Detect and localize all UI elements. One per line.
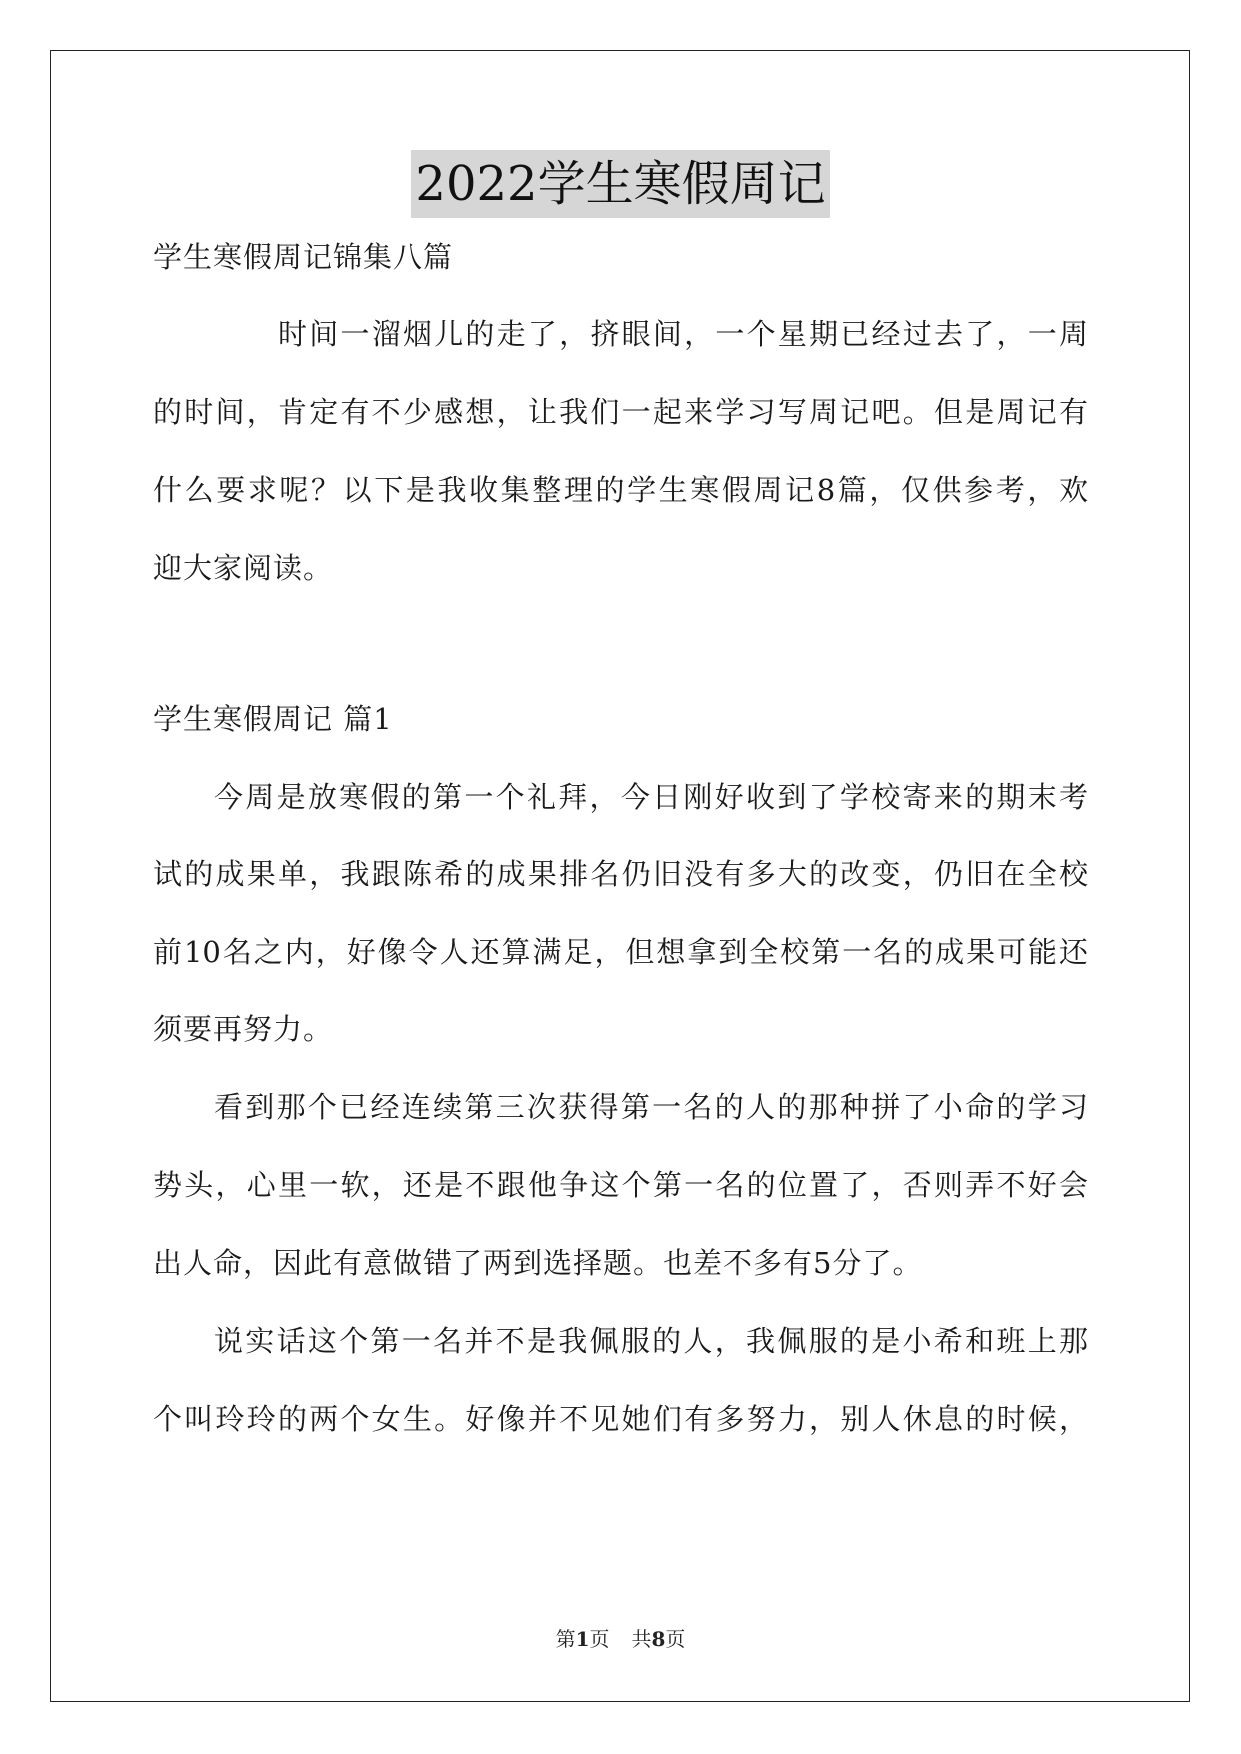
- para1-line-3: 前10名之内，好像令人还算满足，但想拿到全校第一名的成果可能还: [153, 935, 1088, 969]
- intro-line-2: 的时间，肯定有不少感想，让我们一起来学习写周记吧。但是周记有: [153, 395, 1088, 429]
- document-title: 2022学生寒假周记: [411, 150, 829, 218]
- para1-line-4: 须要再努力。: [153, 1012, 334, 1046]
- page-number: 1: [575, 1627, 590, 1651]
- intro-line-3: 什么要求呢？以下是我收集整理的学生寒假周记8篇，仅供参考，欢: [153, 473, 1088, 507]
- total-prefix: 共: [631, 1627, 652, 1651]
- para3-line-2: 个叫玲玲的两个女生。好像并不见她们有多努力，别人休息的时候，: [153, 1402, 1088, 1436]
- page-footer: [0, 1626, 1241, 1652]
- intro-line-4: 迎大家阅读。: [153, 551, 334, 585]
- para1-line-1: 今周是放寒假的第一个礼拜，今日刚好收到了学校寄来的期末考: [214, 780, 1088, 814]
- para2-line-1: 看到那个已经连续第三次获得第一名的人的那种拼了小命的学习: [214, 1090, 1088, 1124]
- para1-line-2: 试的成果单，我跟陈希的成果排名仍旧没有多大的改变，仍旧在全校: [153, 857, 1088, 891]
- total-pages: 8: [651, 1627, 666, 1651]
- para3-line-1: 说实话这个第一名并不是我佩服的人，我佩服的是小希和班上那: [214, 1324, 1088, 1358]
- para2-line-2: 势头，心里一软，还是不跟他争这个第一名的位置了，否则弄不好会: [153, 1168, 1088, 1202]
- title-container: [0, 150, 1241, 218]
- total-suffix: 页: [665, 1627, 686, 1651]
- intro-line-1: 时间一溜烟儿的走了，挤眼间，一个星期已经过去了，一周: [278, 317, 1088, 351]
- page-suffix: 页: [589, 1627, 610, 1651]
- page-prefix: 第: [555, 1627, 576, 1651]
- document-subtitle: 学生寒假周记锦集八篇: [153, 240, 454, 274]
- para2-line-3: 出人命，因此有意做错了两到选择题。也差不多有5分了。: [153, 1246, 923, 1280]
- section-heading: 学生寒假周记 篇1: [153, 702, 393, 736]
